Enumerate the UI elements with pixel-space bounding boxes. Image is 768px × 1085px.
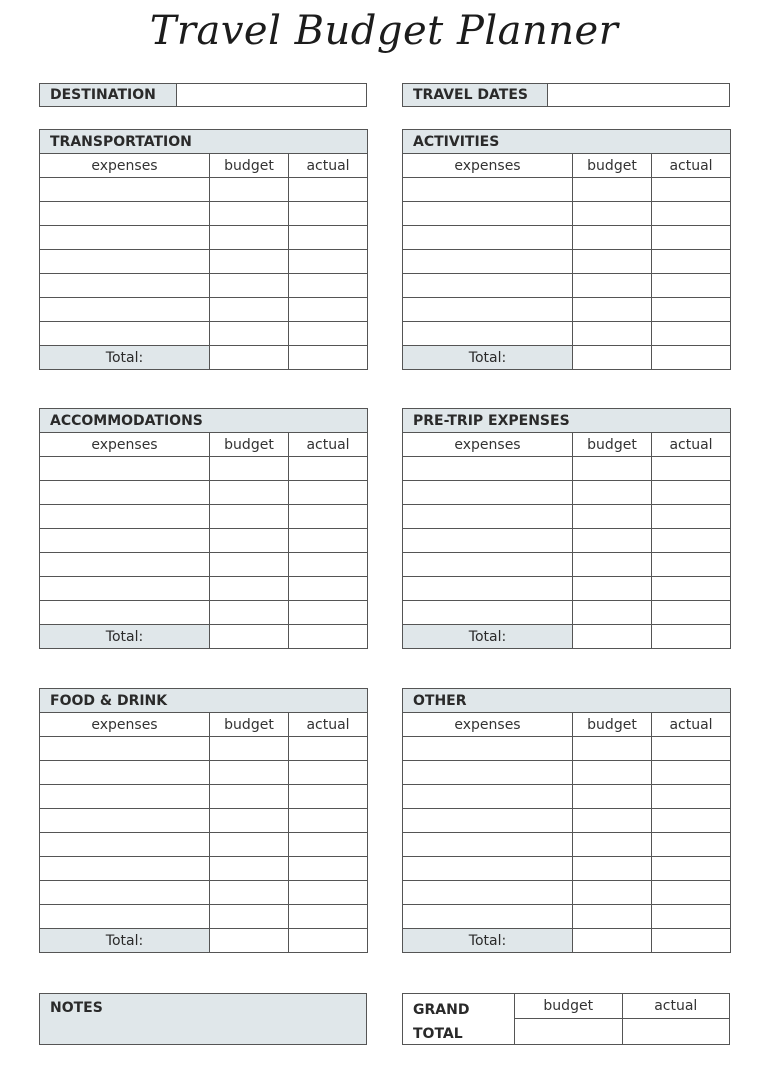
expense-cell[interactable] (403, 577, 573, 601)
expense-cell[interactable] (40, 457, 210, 481)
grand-total-line1: GRAND (413, 1002, 470, 1018)
actual-cell[interactable] (652, 529, 731, 553)
notes-box[interactable] (39, 993, 367, 1045)
col-expenses: expenses (40, 713, 210, 737)
actual-cell[interactable] (289, 737, 368, 761)
expense-cell[interactable] (40, 737, 210, 761)
page-title: Travel Budget Planner (149, 8, 619, 54)
budget-cell[interactable] (210, 833, 289, 857)
budget-cell[interactable] (210, 577, 289, 601)
expense-cell[interactable] (403, 202, 573, 226)
col-budget: budget (210, 433, 289, 457)
table-row (403, 529, 731, 553)
actual-cell[interactable] (289, 905, 368, 929)
actual-cell[interactable] (652, 577, 731, 601)
budget-cell[interactable] (210, 529, 289, 553)
total-budget-cell[interactable] (210, 929, 289, 953)
actual-cell[interactable] (652, 505, 731, 529)
total-label: Total: (403, 929, 573, 953)
total-label: Total: (40, 625, 210, 649)
actual-cell[interactable] (652, 857, 731, 881)
table-row (403, 505, 731, 529)
section-title: FOOD & DRINK (40, 689, 368, 713)
table-row (403, 457, 731, 481)
actual-cell[interactable] (652, 178, 731, 202)
table-row (40, 761, 368, 785)
total-label: Total: (403, 346, 573, 370)
budget-cell[interactable] (210, 505, 289, 529)
actual-cell[interactable] (652, 833, 731, 857)
col-expenses: expenses (40, 154, 210, 178)
budget-cell[interactable] (210, 857, 289, 881)
section-title: ACCOMMODATIONS (40, 409, 368, 433)
col-actual: actual (289, 154, 368, 178)
col-budget: budget (573, 154, 652, 178)
section-title: PRE-TRIP EXPENSES (403, 409, 731, 433)
table-row (403, 881, 731, 905)
expense-cell[interactable] (403, 737, 573, 761)
budget-cell[interactable] (210, 809, 289, 833)
actual-cell[interactable] (289, 529, 368, 553)
budget-cell[interactable] (210, 322, 289, 346)
budget-cell[interactable] (210, 905, 289, 929)
budget-cell[interactable] (573, 298, 652, 322)
expense-cell[interactable] (40, 785, 210, 809)
table-row (40, 881, 368, 905)
table-row (40, 457, 368, 481)
table-row (40, 226, 368, 250)
actual-cell[interactable] (652, 809, 731, 833)
budget-cell[interactable] (210, 274, 289, 298)
col-actual: actual (289, 713, 368, 737)
actual-cell[interactable] (289, 601, 368, 625)
actual-cell[interactable] (289, 298, 368, 322)
budget-cell[interactable] (210, 298, 289, 322)
total-label: Total: (40, 929, 210, 953)
table-row (403, 737, 731, 761)
table-row (40, 505, 368, 529)
actual-cell[interactable] (289, 761, 368, 785)
expense-cell[interactable] (40, 857, 210, 881)
travel-dates-field[interactable] (402, 83, 730, 107)
col-actual: actual (289, 433, 368, 457)
table-row (403, 481, 731, 505)
actual-cell[interactable] (289, 250, 368, 274)
section-2 (39, 408, 367, 649)
travel-dates-input[interactable] (548, 84, 729, 106)
total-budget-cell[interactable] (573, 625, 652, 649)
budget-cell[interactable] (573, 529, 652, 553)
budget-cell[interactable] (573, 202, 652, 226)
budget-cell[interactable] (210, 553, 289, 577)
actual-cell[interactable] (652, 785, 731, 809)
actual-cell[interactable] (289, 274, 368, 298)
budget-cell[interactable] (573, 905, 652, 929)
table-row (403, 250, 731, 274)
grand-total-label (403, 994, 515, 1044)
table-row (40, 833, 368, 857)
expense-cell[interactable] (40, 601, 210, 625)
expense-cell[interactable] (40, 905, 210, 929)
table-row (403, 833, 731, 857)
total-budget-cell[interactable] (573, 346, 652, 370)
actual-cell[interactable] (652, 322, 731, 346)
table-row (403, 601, 731, 625)
table-row (40, 202, 368, 226)
expense-cell[interactable] (403, 529, 573, 553)
actual-cell[interactable] (652, 202, 731, 226)
expense-cell[interactable] (40, 178, 210, 202)
table-row (403, 809, 731, 833)
expense-cell[interactable] (40, 553, 210, 577)
budget-cell[interactable] (210, 761, 289, 785)
expense-cell[interactable] (40, 577, 210, 601)
budget-cell[interactable] (210, 881, 289, 905)
actual-cell[interactable] (652, 905, 731, 929)
actual-cell[interactable] (652, 881, 731, 905)
table-row (403, 274, 731, 298)
budget-cell[interactable] (573, 785, 652, 809)
destination-field[interactable] (39, 83, 367, 107)
actual-cell[interactable] (289, 809, 368, 833)
table-row (403, 202, 731, 226)
total-budget-cell[interactable] (210, 625, 289, 649)
expense-cell[interactable] (40, 481, 210, 505)
actual-cell[interactable] (289, 457, 368, 481)
table-row (403, 785, 731, 809)
expense-cell[interactable] (40, 202, 210, 226)
col-budget: budget (573, 713, 652, 737)
budget-cell[interactable] (573, 505, 652, 529)
total-actual-cell[interactable] (652, 625, 731, 649)
actual-cell[interactable] (652, 250, 731, 274)
budget-cell[interactable] (573, 178, 652, 202)
table-row (40, 905, 368, 929)
budget-cell[interactable] (573, 322, 652, 346)
expense-cell[interactable] (403, 457, 573, 481)
budget-cell[interactable] (210, 481, 289, 505)
budget-cell[interactable] (573, 481, 652, 505)
actual-cell[interactable] (289, 178, 368, 202)
section-0 (39, 129, 367, 370)
travel-dates-label: TRAVEL DATES (403, 84, 548, 106)
budget-cell[interactable] (573, 457, 652, 481)
col-expenses: expenses (403, 433, 573, 457)
grand-total-budget-header: budget (515, 994, 622, 1019)
total-actual-cell[interactable] (289, 346, 368, 370)
grand-total-actual-cell[interactable] (622, 1019, 730, 1044)
total-label: Total: (403, 625, 573, 649)
expense-cell[interactable] (40, 761, 210, 785)
actual-cell[interactable] (652, 481, 731, 505)
col-budget: budget (573, 433, 652, 457)
budget-cell[interactable] (210, 457, 289, 481)
expense-cell[interactable] (403, 833, 573, 857)
expense-cell[interactable] (40, 274, 210, 298)
expense-cell[interactable] (40, 881, 210, 905)
total-actual-cell[interactable] (652, 346, 731, 370)
table-row (403, 577, 731, 601)
col-actual: actual (652, 154, 731, 178)
col-expenses: expenses (40, 433, 210, 457)
budget-cell[interactable] (210, 737, 289, 761)
table-row (40, 298, 368, 322)
table-row (40, 857, 368, 881)
budget-cell[interactable] (573, 881, 652, 905)
table-row (403, 226, 731, 250)
table-row (403, 178, 731, 202)
table-row (40, 785, 368, 809)
notes-label: NOTES (50, 1000, 103, 1016)
expense-cell[interactable] (40, 505, 210, 529)
table-row (40, 737, 368, 761)
expense-cell[interactable] (403, 250, 573, 274)
actual-cell[interactable] (289, 833, 368, 857)
section-1 (402, 129, 730, 370)
actual-cell[interactable] (289, 577, 368, 601)
expense-cell[interactable] (403, 761, 573, 785)
expense-cell[interactable] (40, 226, 210, 250)
total-actual-cell[interactable] (652, 929, 731, 953)
grand-total-line2: TOTAL (413, 1026, 463, 1042)
table-row (40, 322, 368, 346)
actual-cell[interactable] (289, 226, 368, 250)
actual-cell[interactable] (289, 881, 368, 905)
table-row (40, 553, 368, 577)
expense-cell[interactable] (403, 809, 573, 833)
expense-cell[interactable] (40, 298, 210, 322)
col-actual: actual (652, 713, 731, 737)
destination-label: DESTINATION (40, 84, 177, 106)
table-row (403, 905, 731, 929)
actual-cell[interactable] (652, 761, 731, 785)
budget-cell[interactable] (210, 250, 289, 274)
expense-cell[interactable] (403, 178, 573, 202)
budget-cell[interactable] (573, 553, 652, 577)
expense-cell[interactable] (403, 274, 573, 298)
col-actual: actual (652, 433, 731, 457)
destination-input[interactable] (177, 84, 366, 106)
table-row (403, 298, 731, 322)
budget-cell[interactable] (573, 601, 652, 625)
actual-cell[interactable] (289, 785, 368, 809)
budget-cell[interactable] (210, 178, 289, 202)
expense-cell[interactable] (403, 481, 573, 505)
budget-cell[interactable] (210, 226, 289, 250)
total-label: Total: (40, 346, 210, 370)
budget-cell[interactable] (573, 577, 652, 601)
actual-cell[interactable] (652, 298, 731, 322)
expense-cell[interactable] (403, 505, 573, 529)
expense-cell[interactable] (40, 809, 210, 833)
col-budget: budget (210, 713, 289, 737)
total-budget-cell[interactable] (573, 929, 652, 953)
budget-cell[interactable] (573, 761, 652, 785)
actual-cell[interactable] (289, 202, 368, 226)
actual-cell[interactable] (652, 737, 731, 761)
actual-cell[interactable] (289, 505, 368, 529)
actual-cell[interactable] (652, 274, 731, 298)
actual-cell[interactable] (652, 457, 731, 481)
expense-cell[interactable] (40, 833, 210, 857)
expense-cell[interactable] (403, 905, 573, 929)
section-title: OTHER (403, 689, 731, 713)
expense-cell[interactable] (403, 553, 573, 577)
expense-cell[interactable] (403, 785, 573, 809)
expense-cell[interactable] (403, 881, 573, 905)
table-row (40, 250, 368, 274)
table-row (40, 601, 368, 625)
section-4 (39, 688, 367, 953)
budget-cell[interactable] (573, 250, 652, 274)
col-expenses: expenses (403, 713, 573, 737)
expense-cell[interactable] (403, 226, 573, 250)
budget-cell[interactable] (573, 737, 652, 761)
budget-cell[interactable] (573, 274, 652, 298)
table-row (40, 481, 368, 505)
budget-cell[interactable] (210, 601, 289, 625)
budget-cell[interactable] (573, 833, 652, 857)
table-row (40, 809, 368, 833)
table-row (40, 577, 368, 601)
expense-cell[interactable] (403, 601, 573, 625)
table-row (40, 529, 368, 553)
budget-cell[interactable] (573, 857, 652, 881)
col-expenses: expenses (403, 154, 573, 178)
actual-cell[interactable] (289, 553, 368, 577)
budget-cell[interactable] (573, 226, 652, 250)
expense-cell[interactable] (403, 298, 573, 322)
actual-cell[interactable] (289, 322, 368, 346)
expense-cell[interactable] (40, 250, 210, 274)
actual-cell[interactable] (652, 601, 731, 625)
total-actual-cell[interactable] (289, 929, 368, 953)
actual-cell[interactable] (289, 481, 368, 505)
grand-total-budget-cell[interactable] (515, 1019, 622, 1044)
table-row (403, 322, 731, 346)
expense-cell[interactable] (40, 529, 210, 553)
grand-total-actual-header: actual (622, 994, 730, 1019)
table-row (40, 274, 368, 298)
col-budget: budget (210, 154, 289, 178)
table-row (40, 178, 368, 202)
grand-total-box (402, 993, 730, 1045)
section-3 (402, 408, 730, 649)
table-row (403, 761, 731, 785)
expense-cell[interactable] (40, 322, 210, 346)
actual-cell[interactable] (289, 857, 368, 881)
total-actual-cell[interactable] (289, 625, 368, 649)
actual-cell[interactable] (652, 553, 731, 577)
section-title: TRANSPORTATION (40, 130, 368, 154)
budget-cell[interactable] (210, 785, 289, 809)
expense-cell[interactable] (403, 322, 573, 346)
section-title: ACTIVITIES (403, 130, 731, 154)
budget-cell[interactable] (573, 809, 652, 833)
section-5 (402, 688, 730, 953)
total-budget-cell[interactable] (210, 346, 289, 370)
actual-cell[interactable] (652, 226, 731, 250)
expense-cell[interactable] (403, 857, 573, 881)
budget-cell[interactable] (210, 202, 289, 226)
table-row (403, 553, 731, 577)
table-row (403, 857, 731, 881)
